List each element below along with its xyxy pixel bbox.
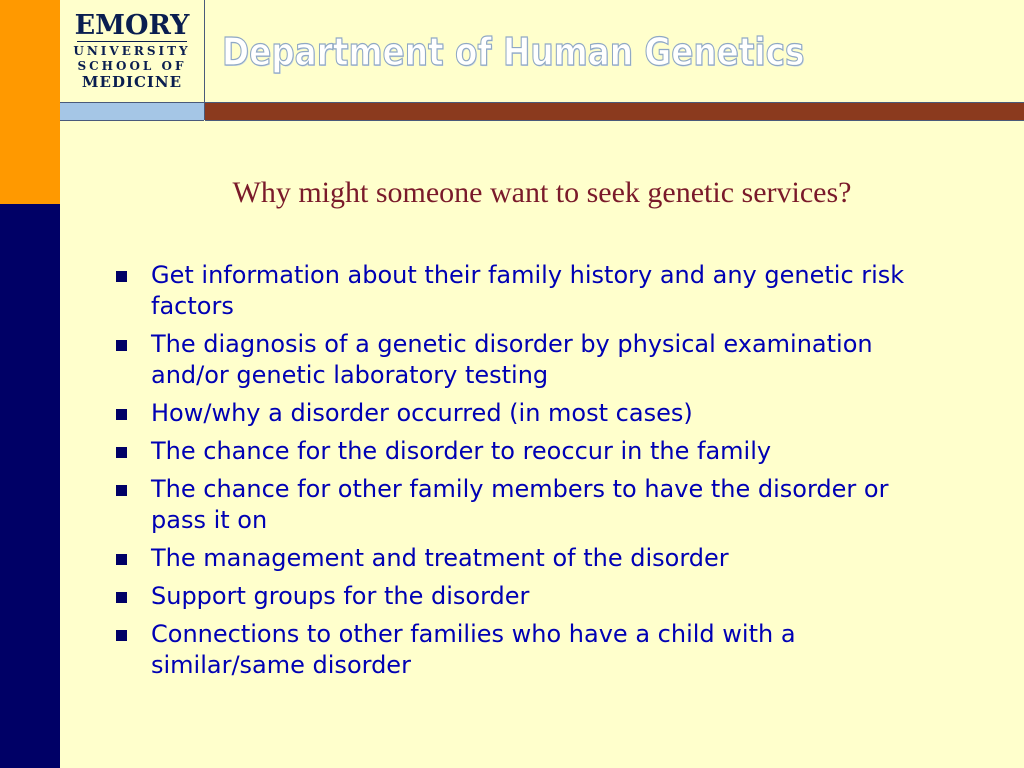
- logo-school-of: SCHOOL OF: [77, 59, 187, 73]
- list-item: [114, 543, 944, 574]
- left-accent-orange: [0, 0, 60, 204]
- square-bullet-icon: [116, 340, 127, 351]
- bullet-text: The management and treatment of the disorder: [151, 544, 729, 572]
- list-item: [114, 436, 944, 467]
- list-item: [114, 329, 944, 391]
- list-item: [114, 398, 944, 429]
- square-bullet-icon: [116, 630, 127, 641]
- bullet-text: How/why a disorder occurred (in most cases): [151, 399, 693, 427]
- list-item: [114, 474, 944, 536]
- bullet-text: Get information about their family history and any genetic risk factors: [151, 261, 905, 320]
- bullet-text: The chance for the disorder to reoccur in the family: [151, 437, 772, 465]
- square-bullet-icon: [116, 271, 127, 282]
- square-bullet-icon: [116, 409, 127, 420]
- logo-medicine: MEDICINE: [81, 73, 183, 91]
- logo-university: UNIVERSITY: [73, 44, 191, 58]
- bullet-text: Support groups for the disorder: [151, 582, 530, 610]
- list-item: [114, 581, 944, 612]
- bullet-text: Connections to other families who have a child with a similar/same disorder: [151, 620, 796, 679]
- logo-rule: [77, 41, 187, 42]
- bullet-text: The diagnosis of a genetic disorder by physical examination and/or genetic laboratory testing: [151, 330, 873, 389]
- list-item: [114, 619, 944, 681]
- bullet-list: [114, 260, 944, 688]
- emory-logo: [60, 0, 205, 102]
- header-bar-brown: [205, 102, 1024, 121]
- square-bullet-icon: [116, 554, 127, 565]
- department-title: Department of Human Genetics: [222, 30, 805, 74]
- slide-title: Why might someone want to seek genetic services?: [232, 176, 852, 209]
- bullet-text: The chance for other family members to have the disorder or pass it on: [151, 475, 889, 534]
- square-bullet-icon: [116, 447, 127, 458]
- list-item: [114, 260, 944, 322]
- square-bullet-icon: [116, 485, 127, 496]
- logo-emory: EMORY: [74, 10, 190, 41]
- header-bar-blue: [60, 102, 204, 121]
- square-bullet-icon: [116, 592, 127, 603]
- left-accent-navy: [0, 204, 60, 768]
